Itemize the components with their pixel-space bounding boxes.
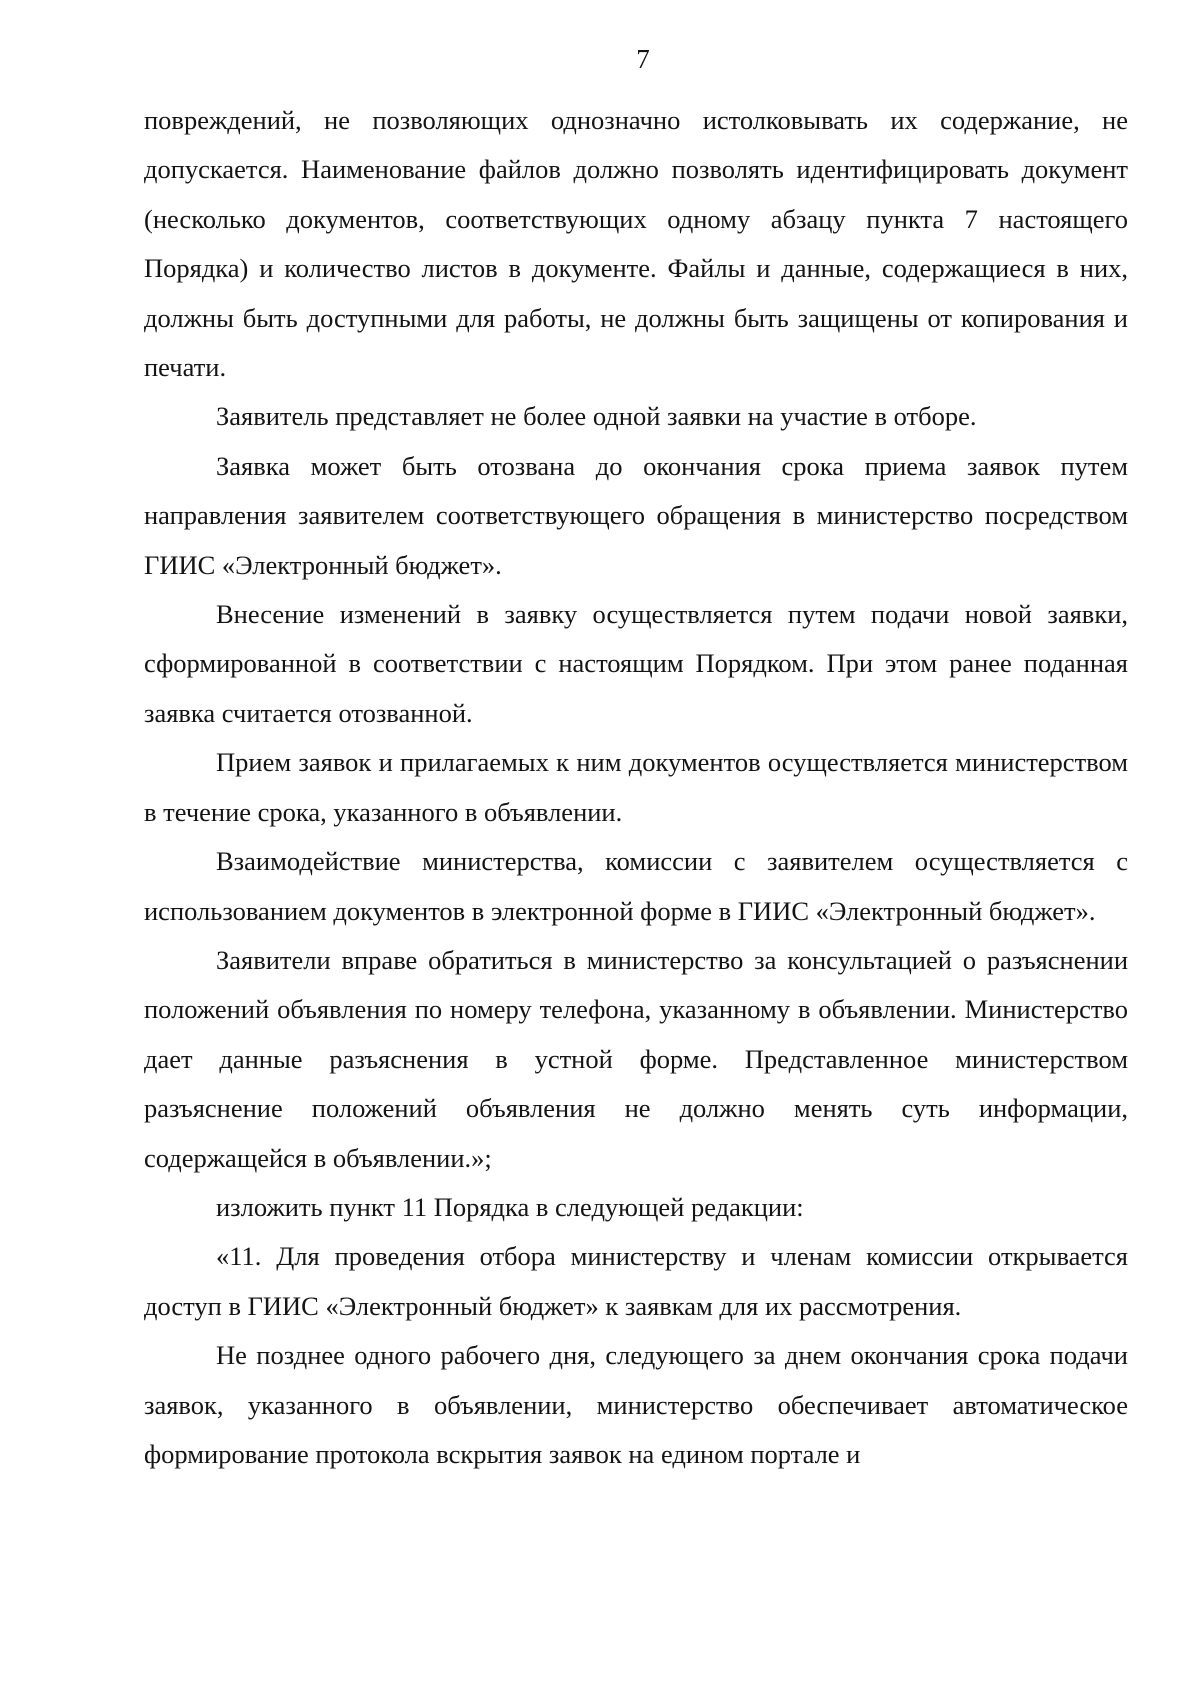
paragraph-protocol: Не позднее одного рабочего дня, следующего за днем окончания срока подачи заявок, указанного в объявлении, министерство обеспечивает автоматическое формирование протокола вскрытия заявок на едином портале и [144,1340,1128,1469]
paragraph-one-application: Заявитель представляет не более одной заявки на участие в отборе. [216,401,977,432]
paragraph-withdrawal: Заявка может быть отозвана до окончания срока приема заявок путем направления заявителем соответствующего обращения в министерство посредством ГИИС «Электронный бюджет». [144,450,1128,580]
paragraph-amendments: Внесение изменений в заявку осуществляется путем подачи новой заявки, сформированной в соответствии с настоящим Порядком. При этом ранее поданная заявка считается отозванной. [144,599,1128,728]
page-number: 7 [636,44,650,74]
paragraph-interaction: Взаимодействие министерства, комиссии с заявителем осуществляется с использованием документов в электронной форме в ГИИС «Электронный бюджет». [144,846,1128,926]
document-body [144,96,1128,1479]
paragraph-amend-clause-11: изложить пункт 11 Порядка в следующей редакции: [216,1191,804,1222]
paragraph-clause-11: «11. Для проведения отбора министерству и членам комиссии открывается доступ в ГИИС «Электронный бюджет» к заявкам для их рассмотрения. [144,1241,1128,1321]
paragraph-consultation: Заявители вправе обратиться в министерство за консультацией о разъяснении положений объявления по номеру телефона, указанному в объявлении. Министерство дает данные разъяснения в устной форме. Представленное министерством разъяснение положений объявления не должно менять суть информации, содержащейся в объявлении.»; [144,944,1128,1173]
paragraph-acceptance: Прием заявок и прилагаемых к ним документов осуществляется министерством в течение срока, указанного в объявлении. [144,747,1128,827]
paragraph-file-requirements: повреждений, не позволяющих однозначно истолковывать их содержание, не допускается. Наименование файлов должно позволять идентифицировать документ (несколько документов, соответствующих одному абзацу пункта 7 настоящего Порядка) и количество листов в документе. Файлы и данные, содержащиеся в них, должны быть доступными для работы, не должны быть защищены от копирования и печати. [144,105,1128,383]
